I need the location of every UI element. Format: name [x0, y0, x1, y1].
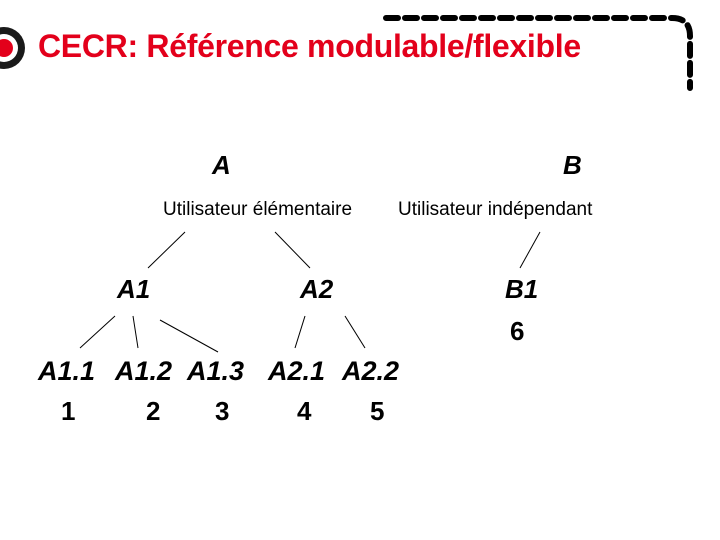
page-title: CECR: Référence modulable/flexible [38, 28, 581, 64]
line-a2-a21 [295, 316, 305, 348]
line-a1-a13 [160, 320, 218, 352]
sublevel-a2: A2 [300, 274, 334, 304]
module-a1-2-number: 2 [146, 396, 161, 426]
level-a-label: A [212, 150, 231, 180]
line-a1-a11 [80, 316, 115, 348]
module-a1-1-label: A1.1 [38, 356, 96, 386]
line-a2-a22 [345, 316, 365, 348]
module-a1-1-number: 1 [61, 396, 76, 426]
module-a1-3-label: A1.3 [187, 356, 245, 386]
line-a-a2 [275, 232, 310, 268]
module-a2-2-label: A2.2 [342, 356, 400, 386]
module-a2-1-number: 4 [297, 396, 312, 426]
module-a2-1-label: A2.1 [268, 356, 326, 386]
sublevel-b1-number: 6 [510, 316, 525, 346]
line-a1-a12 [133, 316, 138, 348]
module-a1-3-number: 3 [215, 396, 230, 426]
level-a-description: Utilisateur élémentaire [163, 199, 353, 220]
sublevel-b1: B1 [505, 274, 539, 304]
module-a2-2-number: 5 [370, 396, 385, 426]
sublevel-a1: A1 [117, 274, 151, 304]
module-a1-2-label: A1.2 [115, 356, 173, 386]
level-b-description: Utilisateur indépendant [398, 199, 593, 220]
line-a-a1 [148, 232, 185, 268]
level-b-label: B [563, 150, 582, 180]
line-b-b1 [520, 232, 540, 268]
